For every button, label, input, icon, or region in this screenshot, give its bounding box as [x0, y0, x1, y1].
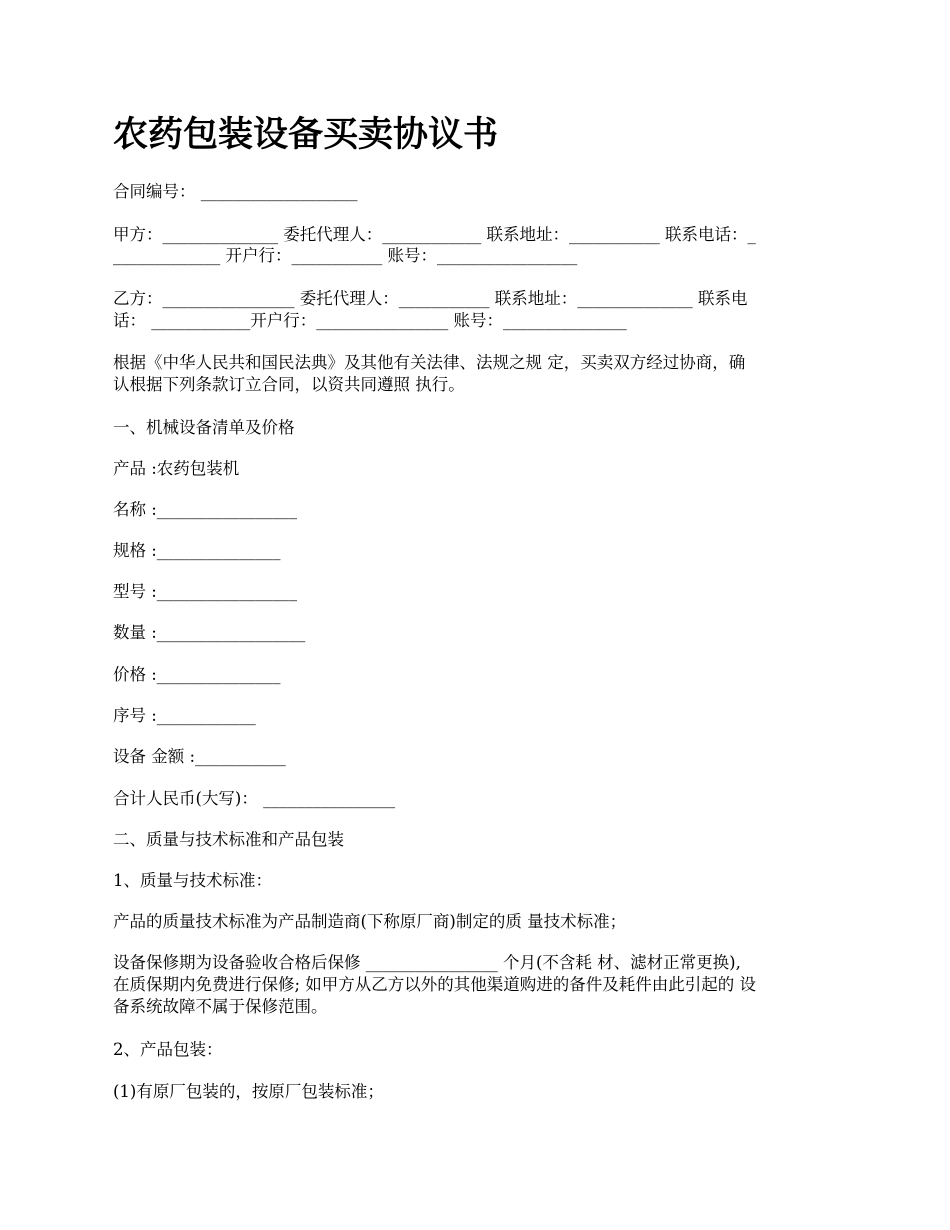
section-2-heading: 二、质量与技术标准和产品包装	[113, 830, 344, 849]
party-b-line-2: 话： ____________开户行：________________ 账号：_______________	[113, 311, 627, 330]
quantity-field: 数量 :__________________	[113, 623, 306, 642]
spec-field: 规格 :_______________	[113, 541, 281, 560]
document-title: 农药包装设备买卖协议书	[113, 114, 499, 155]
serial-field: 序号 :____________	[113, 706, 256, 725]
party-a-line-1: 甲方：______________ 委托代理人：____________ 联系地址：___________ 联系电话：_	[113, 225, 756, 244]
model-field: 型号 :_________________	[113, 582, 298, 601]
product-line: 产品 :农药包装机	[113, 459, 240, 478]
warranty-line-3: 备系统故障不属于保修范围。	[113, 997, 328, 1016]
warranty-line-1: 设备保修期为设备验收合格后保修 ________________ 个月(不含耗 材、滤材正常更换),	[113, 953, 741, 972]
party-b-line-1: 乙方：________________ 委托代理人：___________ 联系地址：______________ 联系电	[113, 289, 748, 308]
subsection-2-2-heading: 2、产品包装：	[113, 1040, 223, 1059]
party-a-line-2: _____________ 开户行：___________ 账号：_________________	[113, 246, 578, 265]
quality-standard-text: 产品的质量技术标准为产品制造商(下称原厂商)制定的质 量技术标准；	[113, 912, 627, 931]
amount-field: 设备 金额 :___________	[113, 747, 286, 766]
name-field: 名称 :_________________	[113, 500, 298, 519]
contract-number-line: 合同编号： ___________________	[113, 182, 358, 201]
section-1-heading: 一、机械设备清单及价格	[113, 418, 295, 437]
price-field: 价格 :_______________	[113, 665, 281, 684]
packaging-item-1: (1)有原厂包装的，按原厂包装标准；	[113, 1082, 384, 1101]
warranty-line-2: 在质保期内免费进行保修; 如甲方从乙方以外的其他渠道购进的备件及耗件由此引起的 设	[113, 975, 757, 994]
preamble-line-2: 认根据下列条款订立合同，以资共同遵照 执行。	[113, 375, 465, 394]
preamble-line-1: 根据《中华人民共和国民法典》及其他有关法律、法规之规 定，买卖双方经过协商，确	[113, 353, 746, 372]
subsection-2-1-heading: 1、质量与技术标准：	[113, 871, 272, 890]
total-field: 合计人民币(大写)： ________________	[113, 789, 396, 808]
